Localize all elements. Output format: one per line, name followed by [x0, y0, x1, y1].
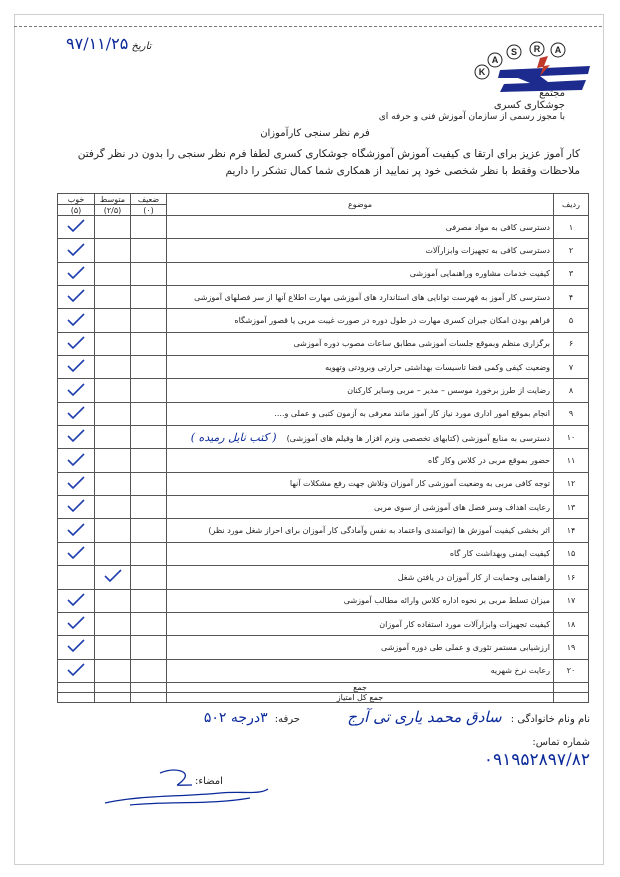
header-medium: متوسط: [95, 194, 131, 205]
rating-cell-weak[interactable]: [131, 659, 167, 682]
row-topic-text: دسترسی کافی به مواد مصرفی: [445, 222, 550, 232]
rating-cell-weak[interactable]: [131, 216, 167, 239]
rating-cell-medium[interactable]: [95, 636, 131, 659]
header-good-score: (۵): [58, 205, 95, 216]
table-row: [58, 216, 589, 239]
rating-cell-medium[interactable]: [95, 472, 131, 495]
checkmark-icon: [66, 429, 86, 443]
rating-cell-weak[interactable]: [131, 612, 167, 635]
header-medium-score: (۲/۵): [95, 205, 131, 216]
total-good-cell[interactable]: [58, 693, 95, 703]
logo-letter-k: K: [478, 67, 486, 77]
rating-cell-medium[interactable]: [95, 216, 131, 239]
rating-cell-good[interactable]: [58, 659, 95, 682]
checkmark-icon: [103, 569, 123, 583]
checkmark-icon: [66, 523, 86, 537]
rating-cell-weak[interactable]: [131, 332, 167, 355]
checkmark-icon: [66, 616, 86, 630]
rating-cell-medium[interactable]: [95, 426, 131, 449]
row-topic: [167, 379, 554, 402]
total-medium-cell[interactable]: [95, 693, 131, 703]
row-number: ۱۸: [554, 612, 589, 635]
sum-num-cell: [554, 683, 589, 693]
rating-cell-good[interactable]: [58, 309, 95, 332]
row-topic: [167, 542, 554, 565]
logo-letter-a2: A: [491, 55, 499, 65]
checkmark-icon: [66, 289, 86, 303]
row-number: ۹: [554, 402, 589, 425]
row-topic-text: توجه کافی مربی به وضعیت آموزشی کار آموزان وتلاش جهت رفع مشکلات آنها: [289, 479, 550, 489]
row-topic-text: دسترسی کار آموز به فهرست توانایی های استاندارد های آموزشی مهارت اطلاع آنها از سر فصلهای آموزشی: [194, 292, 550, 302]
checkmark-icon: [66, 359, 86, 373]
rating-cell-weak[interactable]: [131, 286, 167, 309]
rating-cell-good[interactable]: [58, 402, 95, 425]
institute-line2: جوشکاری کسری: [493, 100, 565, 111]
row-topic: [167, 659, 554, 682]
rating-cell-weak[interactable]: [131, 402, 167, 425]
rating-cell-medium[interactable]: [95, 262, 131, 285]
row-number: ۵: [554, 309, 589, 332]
checkmark-icon: [66, 476, 86, 490]
rating-cell-medium[interactable]: [95, 309, 131, 332]
sum-label: جمع: [167, 683, 554, 693]
table-row: [58, 566, 589, 589]
row-topic: [167, 566, 554, 589]
row-number: ۷: [554, 356, 589, 379]
top-dashed-line: [14, 26, 602, 27]
rating-cell-medium[interactable]: [95, 659, 131, 682]
table-header-row: [58, 194, 589, 205]
checkmark-icon: [66, 453, 86, 467]
table-row: [58, 449, 589, 472]
row-topic-text: برگزاری منظم وبموقع جلسات آموزشی مطابق ساعات مصوب دوره آموزشی: [293, 339, 550, 349]
row-number: ۴: [554, 286, 589, 309]
row-topic: [167, 356, 554, 379]
row-number: ۱۷: [554, 589, 589, 612]
logo-letter-r: R: [533, 44, 541, 54]
checkmark-icon: [66, 593, 86, 607]
rating-cell-good[interactable]: [58, 566, 95, 589]
row-topic-text: رعایت نرخ شهریه: [490, 666, 550, 676]
rating-cell-weak[interactable]: [131, 519, 167, 542]
rating-cell-weak[interactable]: [131, 449, 167, 472]
name-label: نام ونام خانوادگی :: [510, 714, 590, 725]
row-topic-text: اثر بخشی کیفیت آموزش ها (توانمندی واعتماد به نفس وآمادگی کار آموزان برای احراز شغل مورد نظر): [208, 526, 550, 536]
table-row: [58, 286, 589, 309]
row-topic: [167, 589, 554, 612]
checkmark-icon: [66, 383, 86, 397]
table-body: [58, 216, 589, 683]
row-topic: [167, 612, 554, 635]
rating-cell-medium[interactable]: [95, 519, 131, 542]
survey-table: [57, 193, 589, 703]
trade-value: ۳درجه ۵۰۲: [203, 710, 268, 726]
rating-cell-good[interactable]: [58, 542, 95, 565]
rating-cell-weak[interactable]: [131, 356, 167, 379]
checkmark-icon: [66, 219, 86, 233]
row-topic-text: وضعیت کیفی وکمی فضا تاسیسات بهداشتی حرارتی وبرودتی وتهویه: [325, 362, 550, 372]
row-topic-text: میزان تسلط مربی بر نحوه اداره کلاس وارائه مطالب آموزشی: [343, 596, 550, 606]
row-topic: [167, 496, 554, 519]
rating-cell-medium[interactable]: [95, 286, 131, 309]
row-topic-text: کیفیت تجهیزات وابزارآلات مورد استفاده کار آموزان: [379, 619, 550, 629]
row-topic-text: دسترسی کافی به تجهیزات وابزارآلات: [425, 246, 550, 256]
row-topic-text: کیفیت ایمنی وبهداشت کار گاه: [449, 549, 550, 559]
header-weak: ضعیف: [131, 194, 167, 205]
rating-cell-weak[interactable]: [131, 566, 167, 589]
header-num: ردیف: [554, 194, 589, 216]
rating-cell-weak[interactable]: [131, 379, 167, 402]
sum-good-cell[interactable]: [58, 683, 95, 693]
rating-cell-medium[interactable]: [95, 612, 131, 635]
row-topic-text: انجام بموقع امور اداری مورد نیاز کار آموز مانند معرفی به آزمون کتبی و عملی و....: [274, 409, 550, 419]
rating-cell-weak[interactable]: [131, 239, 167, 262]
rating-cell-good[interactable]: [58, 612, 95, 635]
table-row: [58, 379, 589, 402]
table-row: [58, 519, 589, 542]
row-topic: [167, 636, 554, 659]
rating-cell-medium[interactable]: [95, 356, 131, 379]
rating-cell-good[interactable]: [58, 589, 95, 612]
logo-letter-a1: A: [554, 45, 562, 55]
signature-mark: [100, 765, 270, 810]
rating-cell-good[interactable]: [58, 262, 95, 285]
row-topic: [167, 519, 554, 542]
checkmark-icon: [66, 546, 86, 560]
table-row: [58, 472, 589, 495]
header-topic: موضوع: [167, 194, 554, 216]
row-number: ۱۶: [554, 566, 589, 589]
trade-field: [175, 710, 300, 726]
table-row: [58, 332, 589, 355]
table-row: [58, 589, 589, 612]
rating-cell-good[interactable]: [58, 216, 95, 239]
row-topic-text: فراهم بودن امکان جبران کسری مهارت در طول دوره در صورت غیبت مربی یا قصور آموزشگاه: [234, 316, 550, 326]
row-topic-text: کیفیت خدمات مشاوره وراهنمایی آموزشی: [409, 269, 550, 279]
row-topic: [167, 472, 554, 495]
checkmark-icon: [66, 313, 86, 327]
signature-label: امضاء:: [195, 776, 223, 787]
row-number: ۱۰: [554, 426, 589, 449]
rating-cell-medium[interactable]: [95, 589, 131, 612]
rating-cell-good[interactable]: [58, 472, 95, 495]
sum-weak-cell[interactable]: [131, 683, 167, 693]
checkmark-icon: [66, 663, 86, 677]
phone-value: ۰۹۱۹۵۲۸۹۷/۸۲: [483, 750, 590, 770]
checkmark-icon: [66, 336, 86, 350]
checkmark-icon: [66, 406, 86, 420]
header-good: خوب: [58, 194, 95, 205]
sum-medium-cell[interactable]: [95, 683, 131, 693]
total-label: جمع کل امتیاز: [167, 693, 554, 703]
rating-cell-medium[interactable]: [95, 332, 131, 355]
table-row: [58, 309, 589, 332]
rating-cell-good[interactable]: [58, 519, 95, 542]
row-topic-text: ارزشیابی مستمر تئوری و عملی طی دوره آموزشی: [381, 642, 550, 652]
logo-mark: [498, 56, 590, 92]
row-number: ۱۱: [554, 449, 589, 472]
rating-cell-medium[interactable]: [95, 449, 131, 472]
row-topic-text: رضایت از طرز برخورد موسس – مدیر – مربی وسایر کارکنان: [347, 386, 550, 396]
checkmark-icon: [66, 499, 86, 513]
rating-cell-medium[interactable]: [95, 496, 131, 519]
rating-cell-weak[interactable]: [131, 262, 167, 285]
row-topic: [167, 239, 554, 262]
rating-cell-weak[interactable]: [131, 542, 167, 565]
total-num-cell: [554, 693, 589, 703]
table-row: [58, 239, 589, 262]
institute-name: [390, 88, 565, 112]
license-line: با مجوز رسمی از سازمان آموزش فنی و حرفه ای: [378, 112, 565, 122]
row-topic: [167, 309, 554, 332]
row-number: ۸: [554, 379, 589, 402]
form-title: فرم نظر سنجی کارآموزان: [260, 128, 370, 139]
checkmark-icon: [66, 243, 86, 257]
checkmark-icon: [66, 639, 86, 653]
row-number: ۱۲: [554, 472, 589, 495]
date-field: [60, 34, 151, 53]
row-number: ۱۳: [554, 496, 589, 519]
checkmark-icon: [66, 266, 86, 280]
row-topic-text: راهنمایی وحمایت از کار آموزان در یافتن شغل: [397, 572, 550, 582]
date-label: تاریخ: [131, 41, 152, 52]
rating-cell-weak[interactable]: [131, 496, 167, 519]
phone-label: شماره تماس:: [532, 737, 590, 748]
rating-cell-medium[interactable]: [95, 239, 131, 262]
row-topic: [167, 216, 554, 239]
total-row: [58, 693, 589, 703]
total-weak-cell[interactable]: [131, 693, 167, 703]
rating-cell-medium[interactable]: [95, 402, 131, 425]
rating-cell-good[interactable]: [58, 332, 95, 355]
date-value: ۹۷/۱۱/۲۵: [66, 34, 129, 53]
rating-cell-weak[interactable]: [131, 309, 167, 332]
sum-row: [58, 683, 589, 693]
rating-cell-good[interactable]: [58, 636, 95, 659]
intro-text: کار آموز عزیز برای ارتقا ی کیفیت آموزش آموزشگاه جوشکاری کسری لطفا فرم نظر سنجی را بدون در نظر گرفتن ملاحظات وفقط با نظر شخصی خود پر نمایید از همکاری شما کمال تشکر را داریم: [77, 148, 580, 177]
row-number: ۱۵: [554, 542, 589, 565]
row-topic: [167, 402, 554, 425]
rating-cell-good[interactable]: [58, 239, 95, 262]
row-number: ۱: [554, 216, 589, 239]
row-topic: [167, 286, 554, 309]
row-number: ۶: [554, 332, 589, 355]
table-row: [58, 636, 589, 659]
name-value: سادق محمد یاری تی آرج: [347, 708, 502, 726]
row-topic: [167, 426, 554, 449]
rating-cell-good[interactable]: [58, 426, 95, 449]
table-row: [58, 402, 589, 425]
rating-cell-weak[interactable]: [131, 426, 167, 449]
row-topic-text: رعایت اهداف وسر فصل های آموزشی از سوی مربی: [373, 502, 550, 512]
table-row: [58, 659, 589, 682]
rating-cell-medium[interactable]: [95, 379, 131, 402]
rating-cell-good[interactable]: [58, 496, 95, 519]
handwritten-note: ( کتب نایل رمیده ): [190, 430, 277, 444]
table-row: [58, 496, 589, 519]
row-topic-text: حضور بموقع مربی در کلاس وکار گاه: [428, 456, 550, 466]
table-row: [58, 542, 589, 565]
institute-line1: مجتمع: [539, 88, 565, 99]
row-number: ۱۹: [554, 636, 589, 659]
logo-letter-s: S: [510, 47, 518, 57]
rating-cell-good[interactable]: [58, 379, 95, 402]
rating-cell-good[interactable]: [58, 286, 95, 309]
row-topic-text: دسترسی به منابع آموزشی (کتابهای تخصصی ونرم افزار ها وفیلم های آموزشی): [286, 433, 550, 443]
rating-cell-medium[interactable]: [95, 566, 131, 589]
rating-cell-weak[interactable]: [131, 589, 167, 612]
rating-cell-good[interactable]: [58, 449, 95, 472]
row-number: ۲۰: [554, 659, 589, 682]
table-row: [58, 426, 589, 449]
trade-label: حرفه:: [274, 714, 300, 725]
rating-cell-weak[interactable]: [131, 472, 167, 495]
table-row: [58, 612, 589, 635]
rating-cell-good[interactable]: [58, 356, 95, 379]
table-row: [58, 262, 589, 285]
row-number: ۱۴: [554, 519, 589, 542]
row-topic: [167, 332, 554, 355]
table-row: [58, 356, 589, 379]
rating-cell-medium[interactable]: [95, 542, 131, 565]
row-number: ۲: [554, 239, 589, 262]
header-weak-score: (۰): [131, 205, 167, 216]
row-topic: [167, 449, 554, 472]
rating-cell-weak[interactable]: [131, 636, 167, 659]
row-number: ۳: [554, 262, 589, 285]
row-topic: [167, 262, 554, 285]
